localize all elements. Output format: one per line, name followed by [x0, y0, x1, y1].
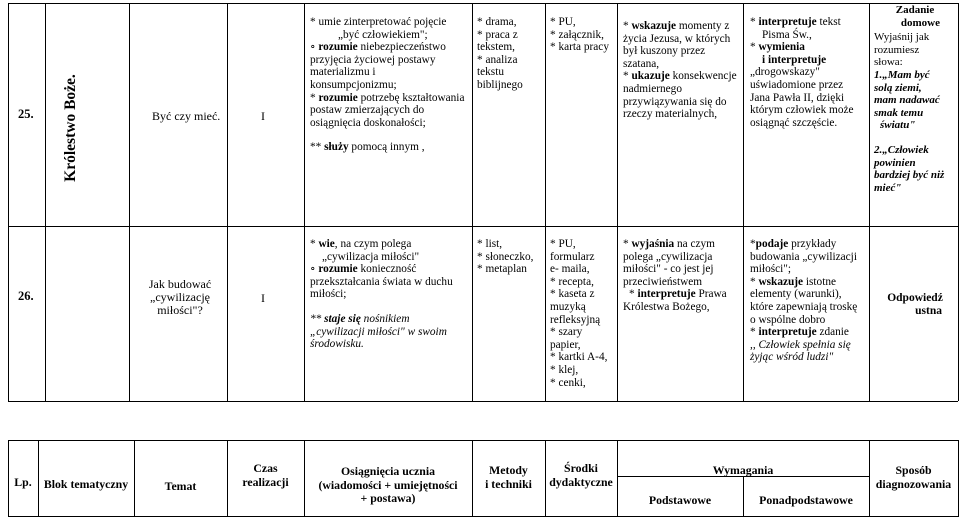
text-line: solą ziemi, [874, 81, 922, 94]
text: istotne [803, 275, 836, 288]
text-line: 1.„Mam być [874, 68, 930, 81]
text-line: „być człowiekiem"; [338, 28, 428, 41]
text-line: i interpretuje [762, 53, 827, 66]
text-line: światu" [880, 119, 916, 132]
text-line: konsumpcjonizmu; [310, 78, 397, 91]
text-line: Jana Pawła II, dzięki [750, 91, 845, 104]
text-line: Jak budować [148, 277, 212, 291]
text-line: o wspólne dobro [750, 313, 826, 326]
row-number: 26. [18, 289, 34, 303]
text-line: „cywilizacji miłości" w swoim [310, 325, 447, 338]
text: momenty z [676, 20, 730, 32]
resource: formularz [550, 250, 595, 263]
header-resources [545, 462, 617, 489]
verb: rozumie [318, 41, 358, 54]
text-line: powinien [874, 156, 916, 169]
text: tekst [816, 16, 841, 28]
text-line: realizacji [242, 474, 289, 489]
text-line: miłości"; [750, 263, 792, 276]
col-line [869, 3, 870, 401]
text: konieczność [357, 263, 417, 276]
resource: papier, [550, 338, 581, 351]
resources-cell [550, 238, 607, 389]
bullet: ∘ [310, 263, 319, 276]
method: tekstu [477, 66, 504, 79]
verb: rozumie [318, 91, 358, 104]
text-line [750, 326, 868, 339]
text-line: przeciwieństwem [623, 275, 703, 288]
text: potrzebę kształtowania [357, 91, 465, 104]
text-line: bardziej być niż [874, 169, 945, 182]
text-line: przywiązywania się do [623, 95, 727, 108]
text-line: + postawa) [360, 491, 416, 505]
text-line: rzeczy materialnych, [623, 108, 718, 121]
text-line [310, 313, 470, 326]
resource: * karta pracy [550, 41, 609, 54]
method: biblijnego [477, 78, 523, 91]
text-line: diagnozowania [875, 476, 952, 491]
method: * metaplan [477, 263, 527, 276]
verb: interpretuje [758, 326, 817, 339]
lesson-topic [135, 278, 225, 317]
assessment-cell [874, 4, 956, 194]
text-line [750, 238, 868, 251]
basic-requirements-cell [623, 20, 741, 121]
text-line: Zadanie [895, 4, 935, 16]
text-line [623, 70, 741, 83]
verb: wie [318, 238, 335, 250]
text-line [750, 41, 868, 54]
bullet: * [750, 41, 759, 54]
text-line: budowania „cywilizacji [750, 250, 857, 263]
method: * drama, [477, 16, 517, 28]
text-line: przyjęcia życiowej postawy [310, 53, 436, 66]
text-line [623, 238, 741, 251]
text-line [750, 276, 868, 289]
text-line: Królestwa Bożego, [623, 300, 710, 313]
text-line: dydaktyczne [549, 474, 613, 489]
text-line: Osiągnięcia ucznia [340, 464, 436, 478]
methods-cell [477, 16, 523, 92]
verb: ukazuje [631, 70, 670, 83]
text: zdanie [816, 326, 849, 339]
bullet: * [310, 91, 319, 104]
table-border-top [8, 3, 958, 4]
text-line: przekształcania świata w duchu [310, 275, 453, 288]
text-line: 2.„Człowiek [874, 143, 929, 156]
bullet: * [750, 326, 759, 339]
header-methods [472, 464, 545, 491]
text-line: materializmu i [310, 66, 376, 79]
resources-cell [550, 16, 609, 54]
text-line [310, 141, 470, 154]
bullet: * [750, 16, 759, 28]
verb: służy [324, 141, 349, 154]
col-line [472, 3, 473, 401]
achievements-cell [310, 16, 470, 154]
verb: wskazuje [631, 20, 677, 32]
col-line [227, 3, 228, 401]
text: nośnikiem [360, 312, 410, 325]
verb: podaje [755, 238, 789, 250]
row-divider [8, 226, 958, 227]
resource: * cenki, [550, 376, 586, 389]
resource: * PU, [550, 16, 576, 28]
text-line [623, 288, 741, 301]
text-line [623, 20, 741, 33]
header-assessment [869, 464, 958, 491]
basic-requirements-cell [623, 238, 741, 314]
col-line [304, 3, 305, 401]
verb: interpretuje [758, 16, 817, 28]
text: pomocą innym , [348, 141, 425, 154]
text-line [310, 92, 470, 105]
resource: * kartki A-4, [550, 351, 608, 364]
bullet: * [629, 288, 638, 301]
text-line: elementy (warunki), [750, 288, 842, 301]
col-line [743, 3, 744, 401]
text-line: domowe [900, 16, 940, 29]
text-line: i techniki [485, 476, 532, 491]
text: , na czym polega [334, 238, 412, 250]
lesson-time: I [261, 109, 265, 123]
text-line [310, 263, 470, 276]
text-line: miłości; [310, 288, 347, 301]
resource: * klej, [550, 363, 579, 376]
text-line [750, 16, 868, 29]
resource: e- maila, [550, 263, 590, 276]
lesson-topic: Być czy mieć. [152, 109, 221, 123]
text-line: osiągnąć szczęście. [750, 116, 838, 129]
text-line: „drogowskazy" [750, 66, 820, 79]
text-line [310, 41, 470, 54]
col-line [45, 3, 46, 401]
text-line: Pisma Św., [762, 28, 812, 41]
resource: muzyką [550, 300, 586, 313]
text: przykłady [788, 238, 837, 250]
text-line: Sposób [895, 463, 932, 477]
text-line: żyjąc wśród ludzi" [750, 351, 834, 364]
text-line: Odpowiedź [887, 292, 943, 304]
block-title: Królestwo Boże. [62, 74, 79, 182]
method: * list, [477, 238, 503, 250]
text-line: życia Jezusa, w których [623, 32, 731, 45]
text-line: mam nadawać [874, 94, 940, 107]
bullet: * [310, 238, 319, 250]
verb: wymienia [758, 41, 805, 54]
text-line: mieć" [874, 181, 902, 194]
method: tekstem, [477, 41, 515, 54]
text-line: * umie zinterpretować pojęcie [310, 16, 447, 28]
text-line: smak temu [874, 106, 924, 119]
resource: * PU, [550, 238, 576, 250]
extended-requirements-cell [750, 16, 868, 129]
resource: * załącznik, [550, 28, 604, 41]
table-border-bottom [8, 401, 958, 402]
text-line: miłości"? [157, 303, 203, 317]
achievements-cell [310, 238, 470, 351]
col-line [134, 440, 135, 517]
method: * analiza [477, 53, 518, 66]
text-line: polega „cywilizacja [623, 250, 713, 263]
text-line: które zapewniają troskę [750, 300, 858, 313]
verb: interpretuje [637, 288, 696, 301]
text-line: (wiadomości + umiejętności [318, 477, 458, 492]
header-topic: Temat [164, 479, 197, 493]
methods-cell [477, 238, 533, 276]
extended-requirements-cell [750, 238, 868, 364]
verb: staje się [324, 312, 361, 325]
text-line [310, 238, 470, 251]
verb: rozumie [318, 263, 358, 276]
text: na czym [674, 238, 715, 250]
text: niebezpieczeństwo [357, 41, 446, 54]
col-line [958, 440, 959, 517]
text-line: którym człowiek może [750, 104, 854, 117]
header-extended: Ponadpodstawowe [759, 493, 853, 507]
resource: * recepta, [550, 275, 594, 288]
header-border-top [8, 440, 958, 441]
text-line: postaw zmierzających do [310, 104, 425, 117]
lesson-time: I [261, 291, 265, 305]
bullet: * [750, 275, 759, 288]
text-line: słowa: [874, 56, 903, 69]
text-line: „cywilizację [150, 290, 210, 304]
text-line: ustna [915, 304, 942, 317]
resource: * szary [550, 326, 583, 339]
text-line: osiągnięcia doskonałości; [310, 116, 426, 129]
col-line [958, 3, 959, 401]
text: Prawa [695, 288, 727, 301]
header-lp: Lp. [14, 475, 32, 489]
header-basic: Podstawowe [648, 493, 712, 507]
text-line: „cywilizacja miłości" [322, 250, 420, 263]
resource: * kaseta z [550, 288, 595, 301]
text: konsekwencje [669, 70, 737, 83]
text-line: miłości" - co jest jej [623, 263, 714, 276]
text-line: Czas [253, 461, 278, 475]
text-line: szatana, [623, 57, 660, 70]
header-requirements: Wymagania [712, 463, 774, 477]
col-line [8, 3, 9, 401]
resource: refleksyjną [550, 313, 601, 326]
header-achievements [304, 465, 472, 506]
text-line: uświadomione przez [750, 78, 844, 91]
bullet: ** [310, 312, 325, 325]
text-line: środowisku. [310, 338, 364, 351]
bullet: * [623, 238, 632, 250]
text-line: Metody [489, 463, 528, 477]
header-block: Blok tematyczny [43, 477, 129, 491]
text-line: Środki [564, 461, 598, 475]
text-line: rozumiesz [874, 43, 920, 56]
text-line: był kuszony przez [623, 45, 706, 58]
verb: wskazuje [758, 275, 804, 288]
method: * praca z [477, 28, 518, 41]
bullet: ** [310, 141, 325, 154]
text-line: Wyjaśnij jak [874, 31, 930, 44]
bullet: ∘ [310, 41, 316, 54]
method: * słoneczko, [477, 250, 534, 263]
text-line: nadmiernego [623, 82, 682, 95]
row-number: 25. [18, 107, 34, 121]
header-time [227, 462, 304, 489]
col-line [617, 3, 618, 401]
bullet: * [750, 238, 756, 250]
col-line [129, 3, 130, 401]
col-line [545, 3, 546, 401]
bullet: * [623, 20, 632, 32]
bullet: * [623, 70, 632, 83]
verb: wyjaśnia [631, 238, 675, 250]
text-line: ,, Człowiek spełnia się [750, 338, 851, 351]
assessment-cell [874, 292, 956, 317]
